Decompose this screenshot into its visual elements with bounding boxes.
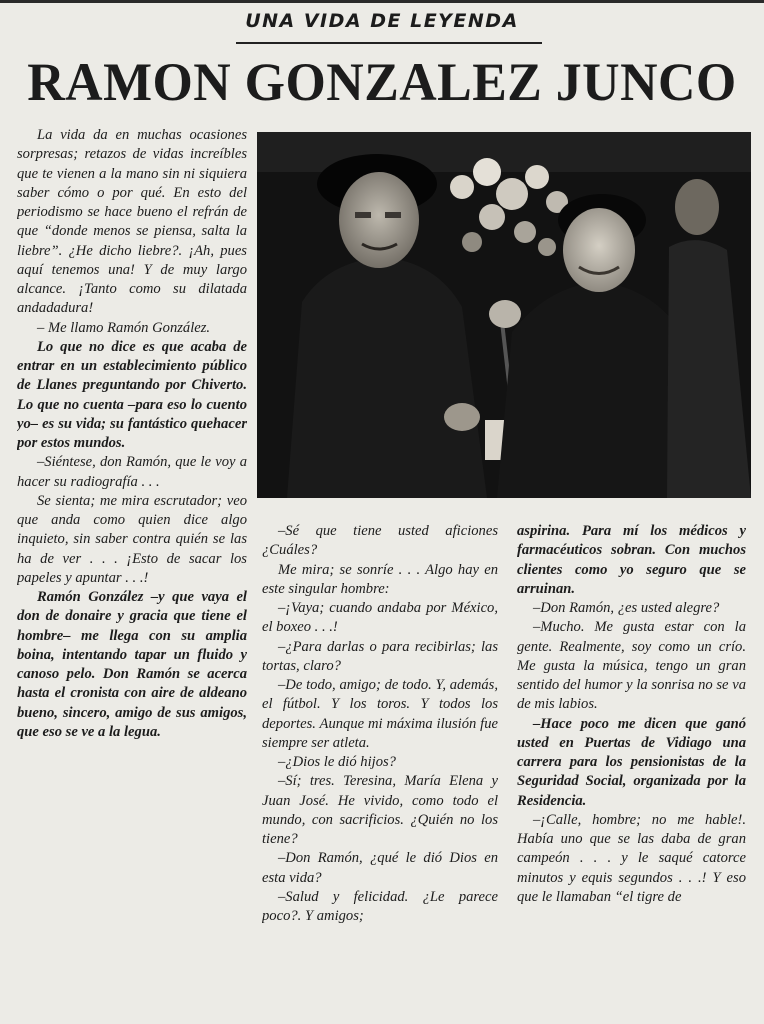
- interview-answer: –Sí; tres. Teresina, María Elena y Juan José. He vivido, como todo el mundo, con sacrificios. ¿Quién no los tiene?: [262, 773, 498, 847]
- interview-answer: aspirina. Para mí los médicos y farmacéuticos sobran. Con muchos clientes como yo seguro que se arruinan.: [517, 523, 746, 597]
- article-column-middle: [262, 522, 498, 1022]
- article-column-left: [17, 126, 247, 1021]
- photo-man-woman-flowers-icon: [257, 132, 751, 498]
- headline: RAMON GONZALEZ JUNCO: [27, 52, 737, 112]
- interview-question: –Don Ramón, ¿es usted alegre?: [533, 600, 720, 616]
- interview-question: –¿Dios le dió hijos?: [278, 754, 396, 770]
- interview-question: –¿Para darlas o para recibirlas; las tortas, claro?: [262, 638, 498, 674]
- paragraph-sitting: Se sienta; me mira escrutador; veo que anda como quien dice algo inquieto, sin saber contra quién se las ha de ver . . . ¡Esto de sacar los papeles y apuntar . . .!: [17, 492, 247, 586]
- section-kicker: UNA VIDA DE LEYENDA: [245, 10, 519, 32]
- interview-question: –Don Ramón, ¿qué le dió Dios en esta vida?: [262, 850, 498, 886]
- article-photo: [257, 132, 751, 498]
- article-column-right: [517, 522, 746, 1022]
- paragraph-name: – Me llamo Ramón González.: [37, 319, 211, 336]
- top-rule: [0, 0, 764, 3]
- interview-answer: –Mucho. Me gusta estar con la gente. Realmente, soy como un crío. Me gusta la música, tengo un gran sentido del humor y la sonrisa no se va de mis labios.: [517, 619, 746, 713]
- paragraph-intro: La vida da en muchas ocasiones sorpresas; retazos de vidas increíbles que te vienen a la mano sin ni siquiera saber cómo o por qué. En esto del periodismo se hace bueno el refrán de que “donde menos se piensa, salta la liebre”. ¿He dicho liebre?. ¡Ah, pues aquí tenemos una! Y de muy largo alcance. ¡Tanto como su dilatada andadadura!: [17, 127, 247, 317]
- paragraph-portrait: Ramón González –y que vaya el don de donaire y gracia que tiene el hombre– me llega con su amplia boina, intentando tapar un fluido y canoso pelo. Don Ramón se acerca hasta el cronista con aire de aldeano bueno, sincero, amigo de sus amigos, que eso se ve a la legua.: [17, 589, 247, 740]
- interview-question: –Hace poco me dicen que ganó usted en Puertas de Vidiago una carrera para los pensionistas de la Seguridad Social, organizada por la Residencia.: [517, 715, 746, 809]
- interview-text: Me mira; se sonríe . . . Algo hay en este singular hombre:: [262, 561, 498, 597]
- interview-question: –Sé que tiene usted aficiones ¿Cuáles?: [262, 523, 498, 559]
- interview-answer: –¡Calle, hombre; no me hable!. Había uno que se las daba de gran campeón . . . y le saqué catorce minutos y equis segundos . . .! Y eso que le llamaban “el tigre de: [517, 811, 746, 905]
- paragraph-invitation: –Siéntese, don Ramón, que le voy a hacer su radiografía . . .: [17, 454, 247, 490]
- kicker-underline: [236, 42, 542, 44]
- interview-answer: –De todo, amigo; de todo. Y, además, el fútbol. Y los toros. Y todos los deportes. Aunque mi máxima ilusión fue siempre ser atleta.: [262, 677, 498, 751]
- interview-answer: –¡Vaya; cuando andaba por México, el boxeo . . .!: [262, 600, 498, 636]
- interview-answer: –Salud y felicidad. ¿Le parece poco?. Y amigos;: [262, 888, 498, 924]
- paragraph-arrival: Lo que no dice es que acaba de entrar en un establecimiento público de Llanes preguntando por Chiverto. Lo que no cuenta –para eso lo cuento yo– es su vida; su fantástico quehacer por estos mundos.: [17, 338, 247, 451]
